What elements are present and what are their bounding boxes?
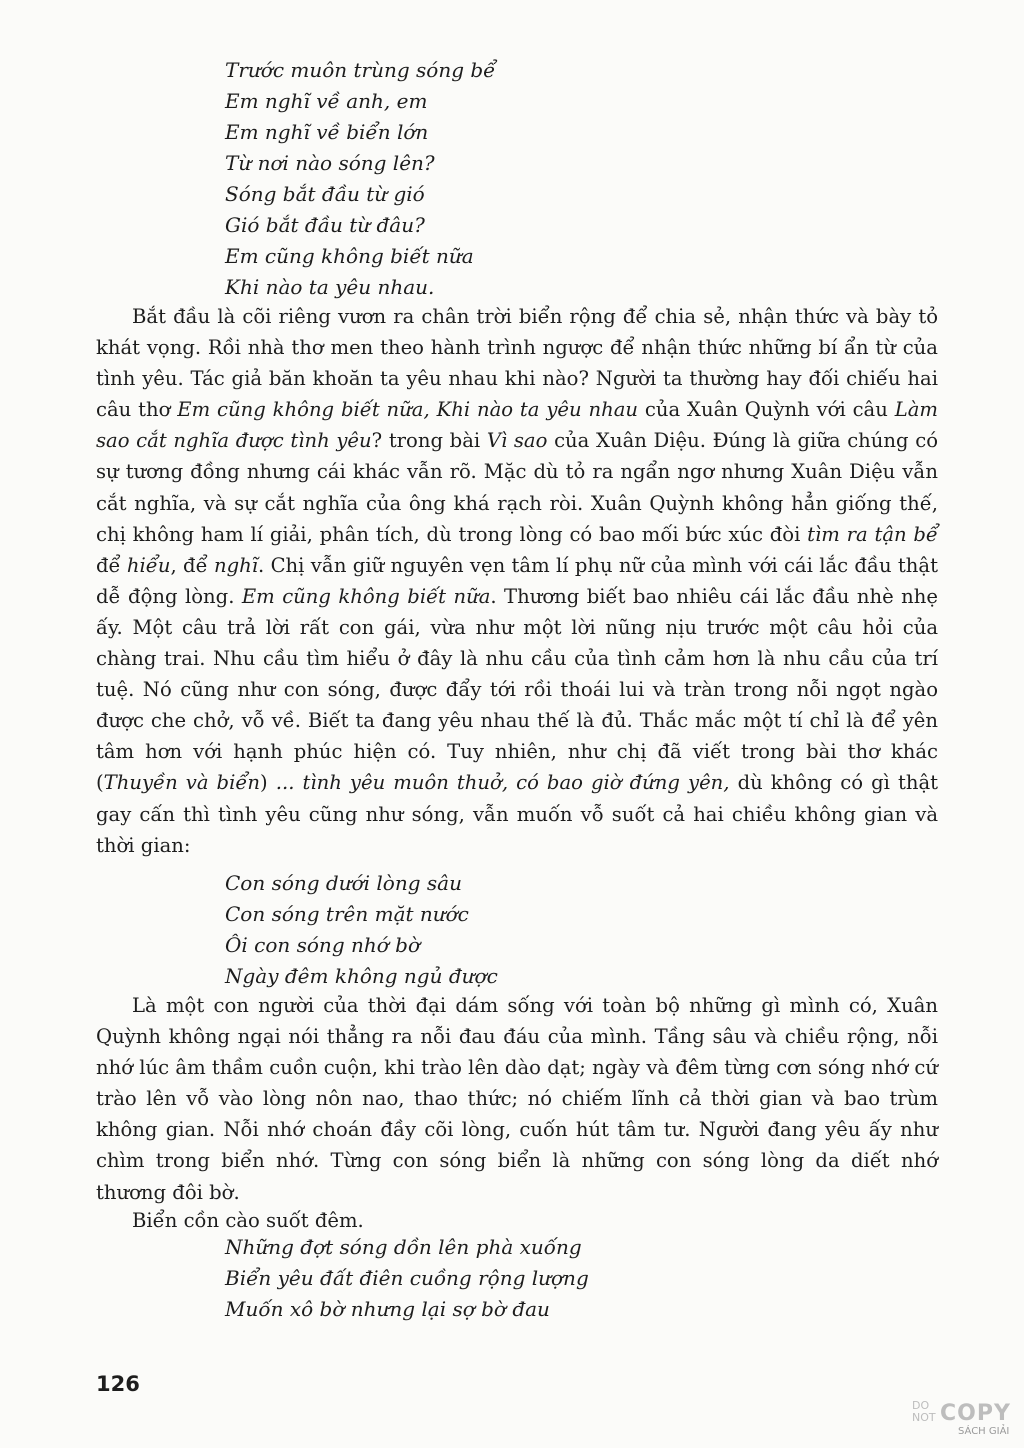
watermark-text: NOT [912, 1411, 936, 1424]
analysis-sentence: Biển cồn cào suốt đêm. [132, 1209, 364, 1232]
poem-line: Con sóng dưới lòng sâu [225, 871, 462, 895]
watermark-text: DO [912, 1399, 930, 1412]
poem-line: Những đợt sóng dồn lên phà xuống [225, 1235, 582, 1259]
poem-line: Em nghĩ về anh, em [225, 89, 428, 113]
poem-line: Biển yêu đất điên cuồng rộng lượng [225, 1266, 589, 1290]
poem-line: Sóng bắt đầu từ gió [225, 182, 425, 206]
page-number: 126 [96, 1372, 140, 1396]
poem-excerpt-1 [225, 55, 495, 303]
poem-line: Muốn xô bờ nhưng lại sợ bờ đau [225, 1297, 550, 1321]
analysis-paragraph-2 [96, 990, 938, 1208]
poem-excerpt-2 [225, 868, 498, 992]
watermark-stamp [912, 1400, 1016, 1442]
poem-line: Con sóng trên mặt nước [225, 902, 469, 926]
paragraph-text: Bắt đầu là cõi riêng vươn ra chân trời biển rộng để chia sẻ, nhận thức và bày tỏ khát vọng. Rồi nhà thơ men theo hành trình ngược để nhận thức những bí ẩn từ của tình yêu. Tác giả băn khoăn ta yêu nhau khi nào? Người ta thường hay đối chiếu hai câu thơ Em cũng không biết nữa, Khi nào ta yêu nhau của Xuân Quỳnh với câu Làm sao cắt nghĩa được tình yêu? trong bài Vì sao của Xuân Diệu. Đúng là giữa chúng có sự tương đồng nhưng cái khác vẫn rõ. Mặc dù tỏ ra ngẩn ngơ nhưng Xuân Diệu vẫn cắt nghĩa, và sự cắt nghĩa của ông khá rạch ròi. Xuân Quỳnh không hẳn giống thế, chị không ham lí giải, phân tích, dù trong lòng có bao mối bức xúc đòi tìm ra tận bể để hiểu, để nghĩ. Chị vẫn giữ nguyên vẹn tâm lí phụ nữ của mình với cái lắc đầu thật dễ động lòng. Em cũng không biết nữa. Thương biết bao nhiêu cái lắc đầu nhè nhẹ ấy. Một câu trả lời rất con gái, vừa như một lời nũng nịu trước một câu hỏi của chàng trai. Nhu cầu tìm hiểu ở đây là nhu cầu của tình cảm hơn là nhu cầu của trí tuệ. Nó cũng như con sóng, được đẩy tới rồi thoái lui và tràn trong nỗi ngọt ngào được che chở, vỗ về. Biết ta đang yêu nhau thế là đủ. Thắc mắc một tí chỉ là để yên tâm hơn với hạnh phúc hiện có. Tuy nhiên, như chị đã viết trong bài thơ khác (Thuyền và biển) ... tình yêu muôn thuở, có bao giờ đứng yên, dù không có gì thật gay cấn thì tình yêu cũng như sóng, vẫn muốn vỗ suốt cả hai chiều không gian và thời gian: [96, 305, 938, 857]
watermark-brand: SÁCH GIẢI [958, 1426, 1010, 1437]
analysis-paragraph-1 [96, 301, 938, 861]
poem-line: Trước muôn trùng sóng bể [225, 58, 496, 82]
poem-line: Từ nơi nào sóng lên? [225, 151, 435, 175]
poem-line: Khi nào ta yêu nhau. [225, 275, 435, 299]
watermark-copy: COPY [940, 1401, 1011, 1426]
poem-line: Em cũng không biết nữa [225, 244, 474, 268]
poem-line: Ngày đêm không ngủ được [225, 964, 498, 988]
poem-excerpt-3 [225, 1232, 589, 1325]
poem-line: Gió bắt đầu từ đâu? [225, 213, 425, 237]
poem-line: Em nghĩ về biển lớn [225, 120, 429, 144]
poem-line: Ôi con sóng nhớ bờ [225, 933, 420, 957]
paragraph-text: Là một con người của thời đại dám sống với toàn bộ những gì mình có, Xuân Quỳnh không ngại nói thẳng ra nỗi đau đáu của mình. Tầng sâu và chiều rộng, nỗi nhớ lúc âm thầm cuồn cuộn, khi trào lên dào dạt; ngày và đêm từng cơn sóng nhớ cứ trào lên vỗ vào lòng nôn nao, thao thức; nó chiếm lĩnh cả thời gian và bao trùm không gian. Nỗi nhớ choán đầy cõi lòng, cuốn hút tâm tư. Người đang yêu ấy như chìm trong biển nhớ. Từng con sóng biển là những con sóng lòng da diết nhớ thương đôi bờ. [96, 994, 938, 1204]
